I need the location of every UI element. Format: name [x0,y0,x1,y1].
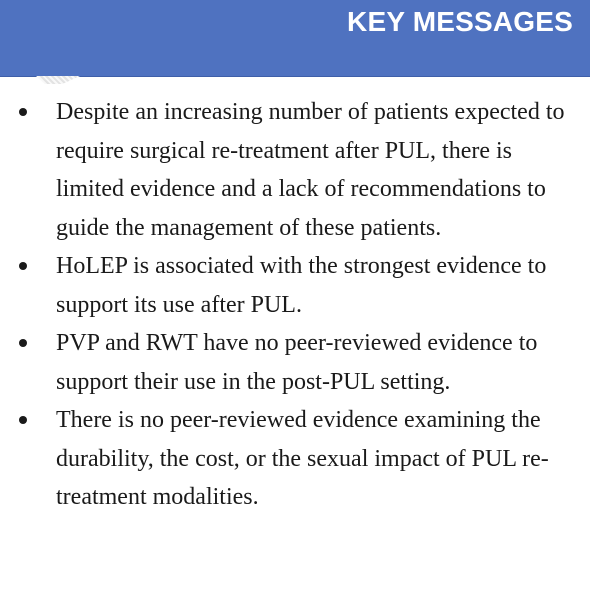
key-message-2 [0,247,590,324]
key-message-3 [0,324,590,401]
bullet-icon [19,108,27,116]
key-message-text: There is no peer-reviewed evidence examining the durability, the cost, or the sexual impact of PUL re-treatment modalities. [56,407,549,510]
bullet-icon [19,339,27,347]
header-band [0,0,590,77]
key-message-text: Despite an increasing number of patients expected to require surgical re-treatment after PUL, there is limited evidence and a lack of recommendations to guide the management of these patients. [56,99,565,241]
key-message-4 [0,401,590,517]
header-shadow-decoration [36,76,80,84]
key-message-1 [0,93,590,247]
key-message-text: PVP and RWT have no peer-reviewed evidence to support their use in the post-PUL setting. [56,330,538,395]
key-message-text: HoLEP is associated with the strongest evidence to support its use after PUL. [56,253,547,318]
bullet-icon [19,416,27,424]
header-title: KEY MESSAGES [347,6,573,37]
key-messages-list [0,93,590,517]
bullet-icon [19,262,27,270]
